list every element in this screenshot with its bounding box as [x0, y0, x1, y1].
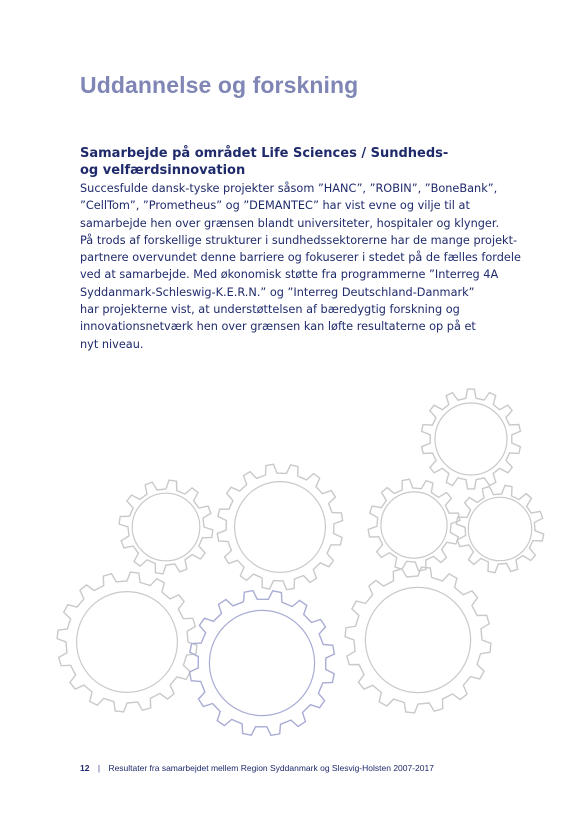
gear-icon — [456, 485, 543, 572]
body-line: samarbejde hen over grænsen blandt universiteter, hospitaler og klynger. — [80, 216, 500, 230]
page-number: 12 — [80, 763, 90, 773]
footer-separator: | — [97, 763, 101, 773]
body-line: Syddanmark-Schleswig-K.E.R.N.” og ”Interreg Deutschland-Danmark” — [80, 285, 475, 299]
body-line: Succesfulde dansk-tyske projekter såsom ”HANC”, ”ROBIN”, ”BoneBank”, — [80, 182, 498, 195]
gear-icon — [190, 591, 335, 736]
section-heading — [80, 145, 500, 179]
gear-inner-ring — [77, 592, 178, 693]
gear-inner-ring — [209, 610, 314, 715]
gear-inner-ring — [235, 482, 326, 573]
gear-icon — [119, 480, 213, 574]
body-line: partnere overvundet denne barriere og fokuserer i stedet på de fælles fordele — [80, 251, 521, 265]
gear-outline — [190, 591, 335, 736]
gear-icon — [345, 567, 491, 713]
gear-outline — [57, 572, 197, 712]
gear-inner-ring — [381, 492, 447, 558]
gear-inner-ring — [132, 493, 200, 561]
gear-inner-ring — [468, 497, 531, 560]
gear-icon — [57, 572, 197, 712]
section-heading-line: Samarbejde på området Life Sciences / Sundheds- — [80, 146, 449, 161]
gear-outline — [368, 479, 460, 571]
body-line: innovationsnetværk hen over grænsen kan løfte resultaterne op på et — [80, 320, 476, 334]
page-title: Uddannelse og forskning — [80, 72, 359, 98]
body-line: ved at samarbejde. Med økonomisk støtte fra programmerne ”Interreg 4A — [80, 268, 499, 282]
body-line: På trods af forskellige strukturer i sundhedssektorerne har de mange projekt- — [80, 233, 518, 247]
gear-outline — [119, 480, 213, 574]
gear-outline — [422, 389, 521, 489]
gear-inner-ring — [435, 403, 507, 475]
page-footer — [80, 763, 434, 773]
gear-inner-ring — [365, 587, 470, 692]
section-heading-line: og velfærdsinnovation — [80, 163, 246, 178]
gear-icon — [422, 389, 521, 489]
gear-icon — [368, 479, 460, 571]
gears-icon — [0, 380, 585, 750]
gear-outline — [217, 464, 342, 589]
body-line: ”CellTom”, ”Prometheus” og ”DEMANTEC” har vist evne og vilje til at — [80, 199, 470, 213]
body-paragraph — [80, 180, 520, 353]
body-line: nyt niveau. — [80, 337, 144, 351]
footer-text: Resultater fra samarbejdet mellem Region Syddanmark og Slesvig-Holsten 2007-2017 — [108, 763, 434, 773]
gear-outline — [456, 485, 543, 572]
gear-icon — [217, 464, 342, 589]
gear-outline — [345, 567, 491, 713]
body-line: har projekterne vist, at understøttelsen af bæredygtig forskning og — [80, 303, 460, 317]
